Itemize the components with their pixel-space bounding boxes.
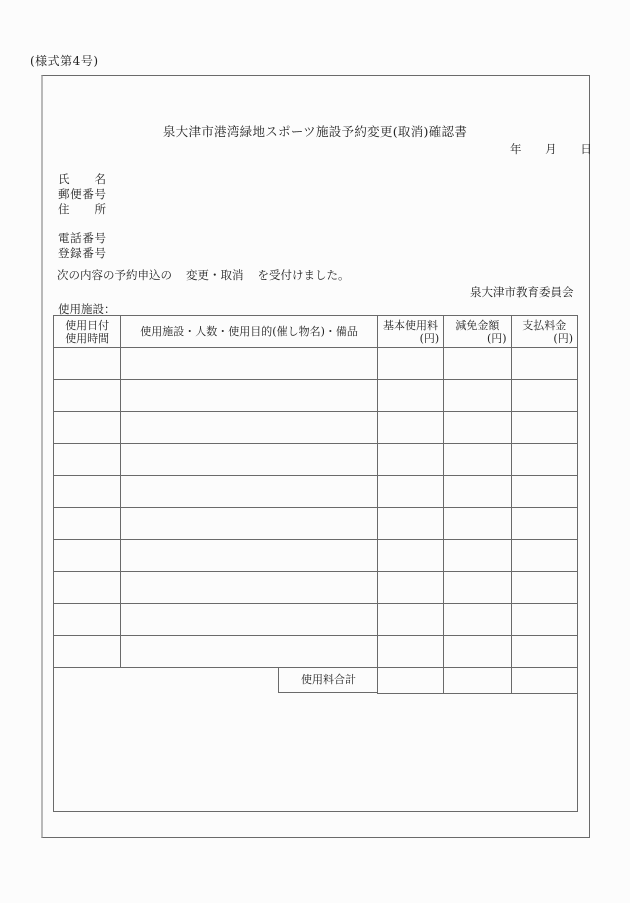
description-cell[interactable]	[121, 380, 377, 412]
notes-area	[53, 690, 578, 812]
table-row	[54, 604, 578, 636]
discount-cell[interactable]	[444, 444, 511, 476]
form-number: (様式第4号)	[30, 54, 99, 68]
notice-text	[57, 267, 350, 283]
discount-cell[interactable]	[444, 348, 511, 380]
date-cell[interactable]	[54, 604, 121, 636]
registration-number-label: 登録番号	[58, 246, 106, 260]
header-base-fee	[377, 316, 443, 348]
base-fee-cell[interactable]	[377, 508, 443, 540]
document-title: 泉大津市港湾緑地スポーツ施設予約変更(取消)確認書	[162, 124, 468, 139]
date-line	[510, 141, 592, 157]
table-header-row	[54, 316, 578, 348]
header-date-time	[54, 316, 121, 348]
payment-cell[interactable]	[511, 348, 577, 380]
payment-cell[interactable]	[511, 636, 577, 668]
applicant-fields	[58, 172, 106, 261]
header-payment-unit: (円)	[553, 331, 573, 345]
postal-code-label: 郵便番号	[58, 187, 106, 201]
date-month-label: 月	[545, 142, 557, 156]
notice-part1: 次の内容の予約申込の	[57, 268, 172, 282]
base-fee-cell[interactable]	[377, 476, 443, 508]
date-cell[interactable]	[54, 380, 121, 412]
table-row	[54, 636, 578, 668]
description-cell[interactable]	[121, 348, 377, 380]
header-discount	[444, 316, 511, 348]
date-cell[interactable]	[54, 636, 121, 668]
base-fee-cell[interactable]	[377, 540, 443, 572]
base-fee-cell[interactable]	[377, 380, 443, 412]
description-cell[interactable]	[121, 476, 377, 508]
payment-cell[interactable]	[511, 412, 577, 444]
table-row	[54, 508, 578, 540]
description-cell[interactable]	[121, 572, 377, 604]
base-fee-cell[interactable]	[377, 604, 443, 636]
discount-cell[interactable]	[444, 476, 511, 508]
description-cell[interactable]	[121, 508, 377, 540]
header-base-fee-label: 基本使用料	[383, 318, 439, 332]
discount-cell[interactable]	[444, 380, 511, 412]
date-day-label: 日	[580, 142, 592, 156]
base-fee-cell[interactable]	[377, 412, 443, 444]
name-label: 氏 名	[58, 172, 106, 186]
date-cell[interactable]	[54, 572, 121, 604]
table-row	[54, 380, 578, 412]
description-cell[interactable]	[121, 636, 377, 668]
description-cell[interactable]	[121, 604, 377, 636]
notice-change-cancel: 変更・取消	[186, 268, 244, 282]
header-payment-label: 支払料金	[522, 318, 567, 332]
issuer-name: 泉大津市教育委員会	[470, 285, 574, 299]
table-row	[54, 444, 578, 476]
table-row	[54, 540, 578, 572]
payment-cell[interactable]	[511, 508, 577, 540]
date-cell[interactable]	[54, 540, 121, 572]
discount-cell[interactable]	[444, 572, 511, 604]
date-cell[interactable]	[54, 508, 121, 540]
fee-table	[53, 315, 578, 694]
date-cell[interactable]	[54, 348, 121, 380]
discount-cell[interactable]	[444, 540, 511, 572]
description-cell[interactable]	[121, 412, 377, 444]
header-payment	[511, 316, 577, 348]
date-year-label: 年	[510, 142, 522, 156]
address-label: 住 所	[58, 202, 106, 216]
header-discount-label: 減免金額	[455, 318, 500, 332]
base-fee-cell[interactable]	[377, 636, 443, 668]
phone-label: 電話番号	[58, 231, 106, 245]
facility-label: 使用施設：	[58, 302, 116, 316]
header-discount-unit: (円)	[486, 331, 507, 345]
payment-cell[interactable]	[511, 380, 577, 412]
discount-cell[interactable]	[444, 604, 511, 636]
payment-cell[interactable]	[511, 444, 577, 476]
total-label: 使用料合計	[301, 673, 356, 686]
discount-cell[interactable]	[444, 636, 511, 668]
header-base-fee-unit: (円)	[419, 331, 440, 345]
date-cell[interactable]	[54, 444, 121, 476]
header-description: 使用施設・人数・使用目的(催し物名)・備品	[121, 316, 377, 348]
payment-cell[interactable]	[511, 604, 577, 636]
table-row	[54, 476, 578, 508]
base-fee-cell[interactable]	[377, 572, 443, 604]
header-date-label: 使用日付	[65, 318, 110, 332]
discount-cell[interactable]	[444, 508, 511, 540]
table-row	[54, 412, 578, 444]
header-time-label: 使用時間	[65, 331, 110, 345]
description-cell[interactable]	[121, 540, 377, 572]
payment-cell[interactable]	[511, 540, 577, 572]
payment-cell[interactable]	[511, 572, 577, 604]
payment-cell[interactable]	[511, 476, 577, 508]
date-cell[interactable]	[54, 476, 121, 508]
discount-cell[interactable]	[444, 412, 511, 444]
base-fee-cell[interactable]	[377, 444, 443, 476]
base-fee-cell[interactable]	[377, 348, 443, 380]
table-row	[54, 348, 578, 380]
description-cell[interactable]	[121, 444, 377, 476]
table-row	[54, 572, 578, 604]
notice-part3: を受付けました。	[257, 268, 350, 282]
date-cell[interactable]	[54, 412, 121, 444]
